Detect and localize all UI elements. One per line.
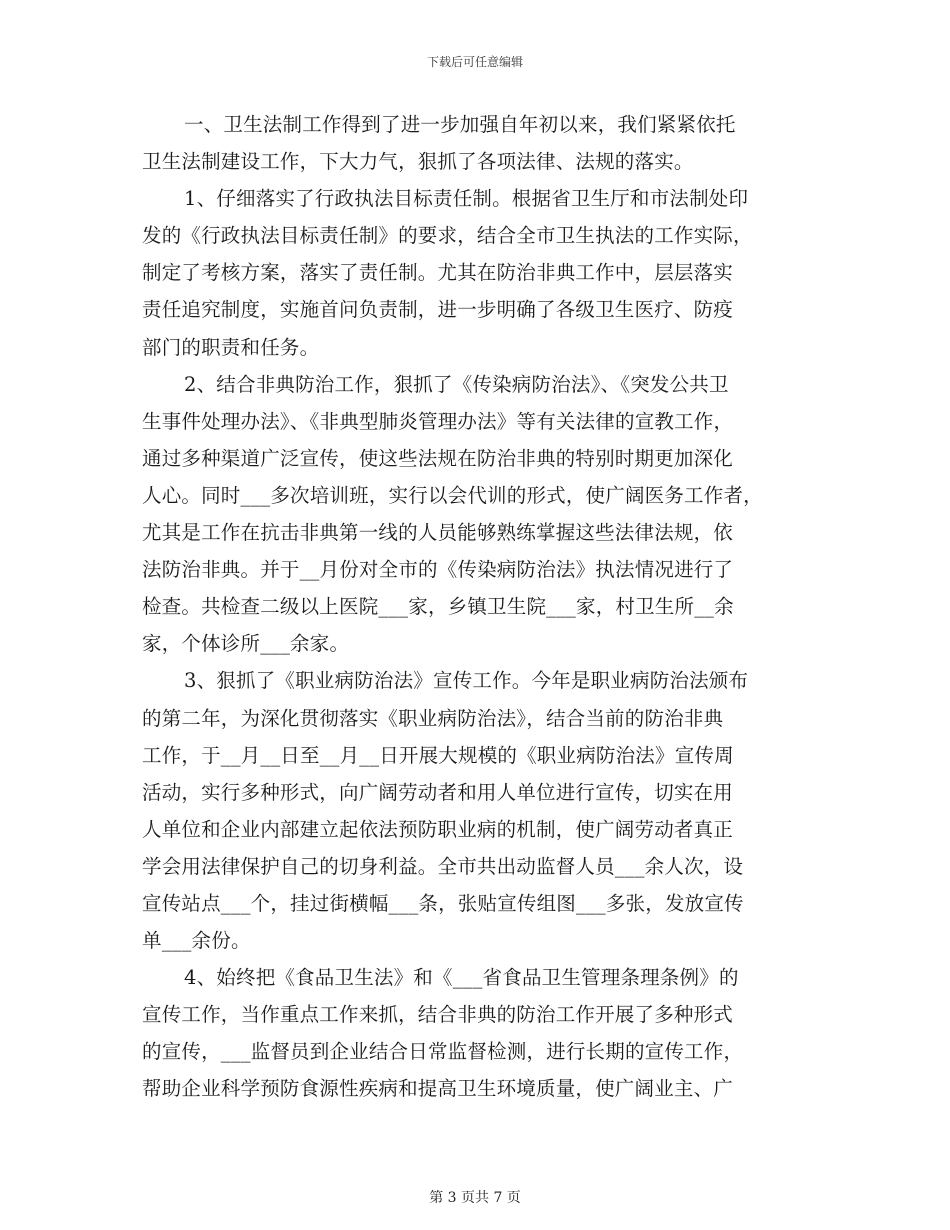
text-line: 人单位和企业内部建立起依法预防职业病的机制，使广阔劳动者真正: [142, 817, 734, 841]
text-line: 4、始终把《食品卫生法》和《___省食品卫生管理条理条例》的: [184, 966, 739, 990]
text-line: 责任追究制度，实施首问负责制，进一步明确了各级卫生医疗、防疫: [142, 298, 734, 322]
text-line: 卫生法制建设工作，下大力气，狠抓了各项法律、法规的落实。: [142, 150, 694, 174]
text-line: 活动，实行多种形式，向广阔劳动者和用人单位进行宣传，切实在用: [142, 780, 734, 804]
text-line: 法防治非典。并于__月份对全市的《传染病防治法》执法情况进行了: [142, 558, 734, 582]
text-line: 工作，于__月__日至__月__日开展大规模的《职业病防治法》宣传周: [142, 743, 734, 767]
text-line: 人心。同时___多次培训班，实行以会代训的形式，使广阔医务工作者，: [142, 483, 763, 507]
text-line: 1、仔细落实了行政执法目标责任制。根据省卫生厅和市法制处印: [184, 187, 749, 211]
text-line: 制定了考核方案，落实了责任制。尤其在防治非典工作中，层层落实: [142, 261, 734, 285]
text-line: 的第二年，为深化贯彻落实《职业病防治法》，结合当前的防治非典: [142, 706, 724, 730]
text-line: 帮助企业科学预防食源性疾病和提高卫生环境质量，使广阔业主、广: [142, 1077, 734, 1101]
text-line: 部门的职责和任务。: [142, 335, 320, 359]
page-number: 第 3 页共 7 页: [429, 1190, 521, 1206]
text-line: 家，个体诊所___余家。: [142, 632, 350, 656]
text-line: 学会用法律保护自己的切身利益。全市共出动监督人员___余人次，设: [142, 854, 744, 878]
text-line: 的宣传，___监督员到企业结合日常监督检测，进行长期的宣传工作，: [142, 1040, 744, 1064]
document-body: [142, 106, 818, 1108]
text-line: 通过多种渠道广泛宣传，使这些法规在防治非典的特别时期更加深化: [142, 446, 734, 470]
page-header: 下载后可任意编辑: [426, 55, 523, 69]
text-line: 尤其是工作在抗击非典第一线的人员能够熟练掌握这些法律法规，依: [142, 521, 734, 545]
text-line: 宣传工作，当作重点工作来抓，结合非典的防治工作开展了多种形式: [142, 1003, 734, 1027]
text-line: 发的《行政执法目标责任制》的要求，结合全市卫生执法的工作实际，: [142, 224, 753, 248]
text-line: 一、卫生法制工作得到了进一步加强自年初以来，我们紧紧依托: [184, 113, 736, 136]
text-line: 3、狠抓了《职业病防治法》宣传工作。今年是职业病防治法颁布: [184, 669, 749, 693]
text-line: 2、结合非典防治工作，狠抓了《传染病防治法》、《突发公共卫: [184, 372, 729, 396]
text-line: 宣传站点___个，挂过街横幅___条，张贴宣传组图___多张，发放宣传: [142, 891, 744, 915]
text-line: 检查。共检查二级以上医院___家，乡镇卫生院___家，村卫生所__余: [142, 595, 734, 619]
text-line: 单___余份。: [142, 929, 251, 953]
text-line: 生事件处理办法》、《非典型肺炎管理办法》等有关法律的宣教工作，: [142, 409, 734, 433]
